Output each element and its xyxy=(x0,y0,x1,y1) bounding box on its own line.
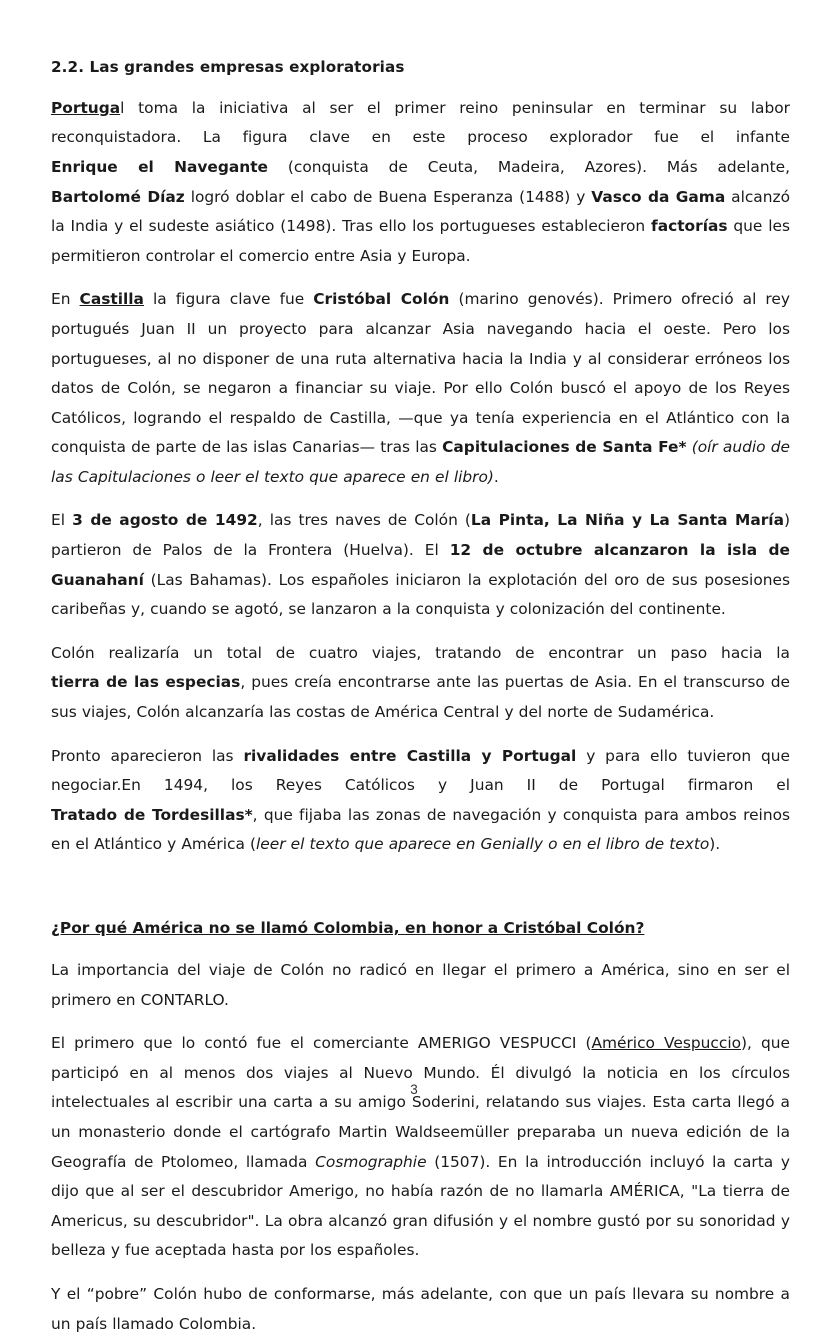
factorias-keyword: factorías xyxy=(651,217,728,236)
p5-text-1: Pronto aparecieron las xyxy=(51,746,244,765)
tratado-tordesillas-keyword: Tratado de Tordesillas* xyxy=(51,805,253,824)
p3-text-1: El xyxy=(51,511,73,530)
q2-text-2: ), que participó en al menos dos viajes al Nuevo Mundo. Él divulgó la noticia en los círculos intelectuales al escribir una carta a su amigo Soderini, relatando sus viajes. Esta carta llegó a un monasterio donde el cartógrafo Martin Waldseemüller preparaba un nueva edición de la Geografía de Ptolomeo, llamada xyxy=(51,1034,790,1171)
p1-text-2: (conquista de Ceuta, Madeira, Azores). Más adelante, xyxy=(268,157,790,176)
p2-text-4: . xyxy=(493,467,499,486)
tordesillas-note-italic: leer el texto que aparece en Genially o en el libro de texto xyxy=(255,835,710,854)
p2-text-1: En xyxy=(51,290,80,309)
p1-text-3: logró doblar el cabo de Buena Esperanza (1488) y xyxy=(184,187,592,206)
paragraph-tordesillas xyxy=(51,742,790,860)
paragraph-portugal xyxy=(51,94,790,272)
paragraph-cuatro-viajes xyxy=(51,639,790,728)
naves-colon-keyword: La Pinta, La Niña y La Santa María xyxy=(470,511,784,530)
bartolome-diaz-keyword: Bartolomé Díaz xyxy=(51,187,185,206)
p5-text-3: , que fijaba las zonas de navegación y conquista para ambos reinos en el Atlántico y América ( xyxy=(51,805,791,854)
americo-vespuccio-underline: Américo Vespuccio xyxy=(591,1034,742,1053)
rivalidades-castilla-portugal-keyword: rivalidades entre Castilla y Portugal xyxy=(243,746,577,765)
paragraph-castilla xyxy=(51,285,790,492)
fecha-3-agosto-1492-keyword: 3 de agosto de 1492 xyxy=(72,511,258,530)
paragraph-pobre-colon: Y el “pobre” Colón hubo de conformarse, más adelante, con que un país llevara su nombre a un país llamado Colombia. xyxy=(51,1284,790,1333)
p3-text-3: ) partieron de Palos de la Frontera (Huelva). El xyxy=(51,511,790,560)
q2-text-3: (1507). En la introducción incluyó la carta y dijo que al ser el descubridor Amerigo, no había razón de no llamarla AMÉRICA, "La tierra de Americus, su descubridor". La obra alcanzó gran difusión y el nombre gustó por su sonoridad y belleza y fue aceptada hasta por los españoles. xyxy=(51,1152,790,1260)
question-heading: ¿Por qué América no se llamó Colombia, en honor a Cristóbal Colón? xyxy=(51,919,645,937)
cosmographie-italic: Cosmographie xyxy=(315,1152,427,1171)
portugal-keyword: Portuga xyxy=(51,98,121,117)
p4-text-1: Colón realizaría un total de cuatro viajes, tratando de encontrar un paso hacia la xyxy=(51,643,790,662)
tierra-especias-keyword: tierra de las especias xyxy=(51,673,241,692)
p2-text-3: (marino genovés). Primero ofreció al rey portugués Juan II un proyecto para alcanzar Asia navegando hacia el oeste. Pero los portugueses, al no disponer de una ruta alternativa hacia la India y al considerar erróneos los datos de Colón, se negaron a financiar su viaje. Por ello Colón buscó el apoyo de los Reyes Católicos, logrando el respaldo de Castilla, —que ya tenía experiencia en el Atlántico con la conquista de parte de las islas Canarias— tras las xyxy=(51,290,790,457)
vasco-da-gama-keyword: Vasco da Gama xyxy=(591,187,726,206)
guanahani-keyword: 12 de octubre alcanzaron la isla de Guanahaní xyxy=(51,541,790,589)
castilla-keyword: Castilla xyxy=(79,290,144,309)
capitulaciones-note-italic: (oír audio de las Capitulaciones o leer el texto que aparece en el libro) xyxy=(51,438,790,486)
section-heading: 2.2. Las grandes empresas exploratorias xyxy=(51,58,405,76)
p1-text-1: l toma la iniciativa al ser el primer reino peninsular en terminar su labor reconquistadora. La figura clave en este proceso explorador fue el infante xyxy=(51,98,790,147)
page-number: 3 xyxy=(410,1082,418,1097)
capitulaciones-santa-fe-keyword: Capitulaciones de Santa Fe* xyxy=(442,438,687,457)
enrique-navegante-keyword: Enrique el Navegante xyxy=(51,157,268,176)
paragraph-vespucci xyxy=(51,1029,790,1266)
p3-text-2: , las tres naves de Colón ( xyxy=(257,511,471,530)
paragraph-primer-viaje xyxy=(51,506,790,624)
p4-text-2: , pues creía encontrarse ante las puertas de Asia. En el transcurso de sus viajes, Colón alcanzaría las costas de América Central y del norte de Sudamérica. xyxy=(51,673,790,722)
p2-text-2: la figura clave fue xyxy=(143,290,314,309)
cristobal-colon-keyword: Cristóbal Colón xyxy=(313,290,450,309)
p1-text-5: que les permitieron controlar el comercio entre Asia y Europa. xyxy=(51,217,790,265)
p5-text-2: y para ello tuvieron que negociar.En 1494, los Reyes Católicos y Juan II de Portugal firmaron el xyxy=(51,746,791,795)
p1-text-4: alcanzó la India y el sudeste asiático (1498). Tras ello los portugueses establecieron xyxy=(51,187,790,236)
section-spacer xyxy=(51,874,790,918)
document-body xyxy=(51,58,790,1339)
paragraph-importancia-contarlo: La importancia del viaje de Colón no radicó en llegar el primero a América, sino en ser el primero en CONTARLO. xyxy=(51,961,790,1009)
q2-text-1: El primero que lo contó fue el comerciante AMERIGO VESPUCCI ( xyxy=(51,1034,592,1053)
p5-text-4: ). xyxy=(709,835,721,854)
p3-text-4: (Las Bahamas). Los españoles iniciaron la explotación del oro de sus posesiones caribeñas y, cuando se agotó, se lanzaron a la conquista y colonización del continente. xyxy=(51,570,790,619)
